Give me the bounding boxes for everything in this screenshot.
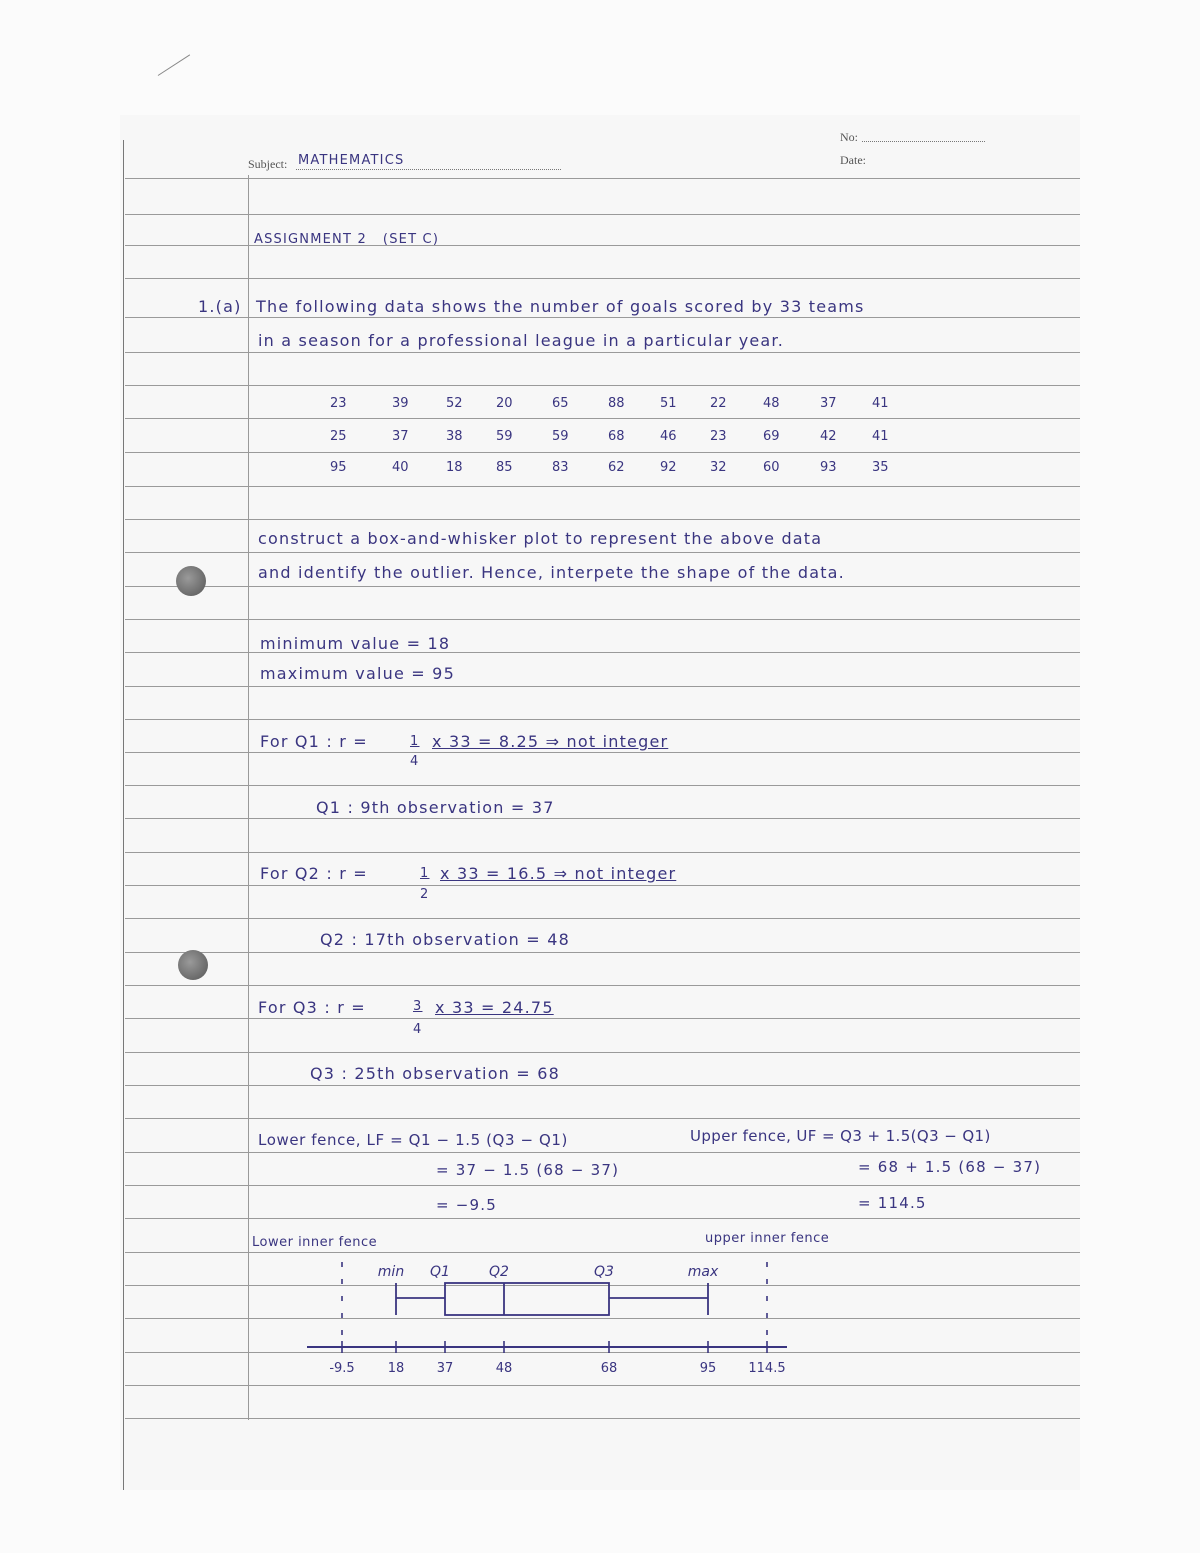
q3-calculation: x 33 = 24.75: [435, 998, 554, 1017]
ruled-line: [125, 785, 1080, 786]
ruled-line: [125, 719, 1080, 720]
ruled-line: [125, 1418, 1080, 1419]
data-value: 62: [608, 460, 625, 475]
q3-result: Q3 : 25th observation = 68: [310, 1064, 560, 1083]
ruled-line: [125, 418, 1080, 419]
q2-for: For Q2 : r =: [260, 864, 368, 883]
data-value: 39: [392, 396, 409, 411]
lower-fence-substitution: = 37 − 1.5 (68 − 37): [436, 1161, 620, 1179]
ruled-line: [125, 317, 1080, 318]
ruled-line: [125, 486, 1080, 487]
upper-fence-substitution: = 68 + 1.5 (68 − 37): [858, 1158, 1042, 1176]
axis-tick-label: 114.5: [748, 1361, 786, 1376]
ruled-line: [125, 519, 1080, 520]
margin-line: [248, 175, 249, 1420]
data-value: 51: [660, 396, 677, 411]
data-value: 18: [446, 460, 463, 475]
subject-dotted-line: [296, 169, 561, 170]
subject-label: Subject:: [248, 157, 288, 171]
ruled-line: [125, 1118, 1080, 1119]
data-value: 85: [496, 460, 513, 475]
ruled-line: [125, 552, 1080, 553]
data-value: 23: [710, 429, 727, 444]
data-value: 38: [446, 429, 463, 444]
data-value: 60: [763, 460, 780, 475]
task-line-1: construct a box-and-whisker plot to represent the above data: [258, 529, 823, 548]
task-line-2: and identify the outlier. Hence, interpete the shape of the data.: [258, 563, 845, 582]
q1-fraction-numerator: 1: [410, 734, 420, 749]
data-value: 37: [820, 396, 837, 411]
no-dotted-line: [862, 141, 985, 142]
data-value: 69: [763, 429, 780, 444]
q3-fraction-denominator: 4: [413, 1022, 423, 1037]
ruled-line: [125, 1218, 1080, 1219]
ruled-line: [125, 885, 1080, 886]
ruled-line: [125, 619, 1080, 620]
ruled-line: [125, 1385, 1080, 1386]
q1-for: For Q1 : r =: [260, 732, 368, 751]
data-value: 59: [496, 429, 513, 444]
q2-result: Q2 : 17th observation = 48: [320, 930, 570, 949]
question-line-1: The following data shows the number of goals scored by 33 teams: [256, 297, 865, 316]
subject-value: MATHEMATICS: [298, 153, 405, 168]
q1-result: Q1 : 9th observation = 37: [316, 798, 555, 817]
ruled-line: [125, 1185, 1080, 1186]
upper-inner-fence-label: upper inner fence: [705, 1231, 830, 1246]
data-value: 46: [660, 429, 677, 444]
axis-tick-label: 48: [495, 1361, 513, 1376]
axis-tick-label: 95: [699, 1361, 717, 1376]
ruled-line: [125, 818, 1080, 819]
data-value: 65: [552, 396, 569, 411]
q2-calculation: x 33 = 16.5 ⇒ not integer: [440, 864, 677, 883]
ruled-line: [125, 1152, 1080, 1153]
data-value: 52: [446, 396, 463, 411]
ruled-line: [125, 385, 1080, 386]
assignment-title: ASSIGNMENT 2 (SET C): [254, 232, 440, 247]
q3-fraction-numerator: 3: [413, 999, 423, 1014]
upper-fence-result: = 114.5: [858, 1194, 927, 1212]
box-label-min: min: [377, 1264, 405, 1280]
ruled-line: [125, 852, 1080, 853]
data-value: 83: [552, 460, 569, 475]
data-value: 25: [330, 429, 347, 444]
ruled-line: [125, 1352, 1080, 1353]
q1-calculation: x 33 = 8.25 ⇒ not integer: [432, 732, 669, 751]
data-value: 41: [872, 429, 889, 444]
box-label-q2: Q2: [489, 1264, 509, 1280]
data-value: 37: [392, 429, 409, 444]
binder-hole: [178, 950, 208, 980]
data-value: 95: [330, 460, 347, 475]
no-label: No:: [840, 130, 858, 144]
data-value: 88: [608, 396, 625, 411]
ruled-line: [125, 352, 1080, 353]
box-label-max: max: [687, 1264, 719, 1280]
minimum-value: minimum value = 18: [260, 634, 451, 653]
question-number: 1.(a): [198, 297, 242, 316]
ruled-line: [125, 278, 1080, 279]
data-value: 92: [660, 460, 677, 475]
data-value: 23: [330, 396, 347, 411]
ruled-line: [125, 214, 1080, 215]
binder-hole: [176, 566, 206, 596]
data-value: 22: [710, 396, 727, 411]
axis-tick-label: 68: [600, 1361, 618, 1376]
lower-inner-fence-label: Lower inner fence: [252, 1235, 378, 1250]
ruled-line: [125, 1018, 1080, 1019]
data-value: 41: [872, 396, 889, 411]
data-value: 42: [820, 429, 837, 444]
data-value: 35: [872, 460, 889, 475]
lower-fence-result: = −9.5: [436, 1196, 497, 1214]
upper-fence-formula: Upper fence, UF = Q3 + 1.5(Q3 − Q1): [690, 1127, 991, 1145]
ruled-line: [125, 952, 1080, 953]
question-line-2: in a season for a professional league in a particular year.: [258, 331, 785, 350]
q2-fraction-numerator: 1: [420, 866, 430, 881]
data-value: 68: [608, 429, 625, 444]
pencil-mark: [158, 54, 190, 76]
data-value: 32: [710, 460, 727, 475]
ruled-line: [125, 586, 1080, 587]
ruled-line: [125, 452, 1080, 453]
ruled-line: [125, 686, 1080, 687]
ruled-line: [125, 1252, 1080, 1253]
axis-tick-label: -9.5: [329, 1361, 355, 1376]
notebook-page: [120, 115, 1080, 1490]
data-value: 20: [496, 396, 513, 411]
q2-fraction-denominator: 2: [420, 887, 430, 902]
data-value: 40: [392, 460, 409, 475]
q1-fraction-denominator: 4: [410, 754, 420, 769]
box-label-q3: Q3: [594, 1264, 614, 1280]
ruled-line: [125, 985, 1080, 986]
lower-fence-formula: Lower fence, LF = Q1 − 1.5 (Q3 − Q1): [258, 1131, 569, 1149]
maximum-value: maximum value = 95: [260, 664, 455, 683]
ruled-line: [125, 178, 1080, 179]
data-value: 93: [820, 460, 837, 475]
box-label-q1: Q1: [430, 1264, 450, 1280]
ruled-line: [125, 1085, 1080, 1086]
axis-tick-label: 18: [387, 1361, 405, 1376]
date-label: Date:: [840, 153, 866, 167]
ruled-line: [125, 752, 1080, 753]
data-value: 59: [552, 429, 569, 444]
data-value: 48: [763, 396, 780, 411]
ruled-line: [125, 918, 1080, 919]
axis-tick-label: 37: [436, 1361, 454, 1376]
ruled-line: [125, 1285, 1080, 1286]
ruled-line: [125, 1052, 1080, 1053]
page-edge: [123, 140, 124, 1490]
ruled-line: [125, 1318, 1080, 1319]
q3-for: For Q3 : r =: [258, 998, 366, 1017]
